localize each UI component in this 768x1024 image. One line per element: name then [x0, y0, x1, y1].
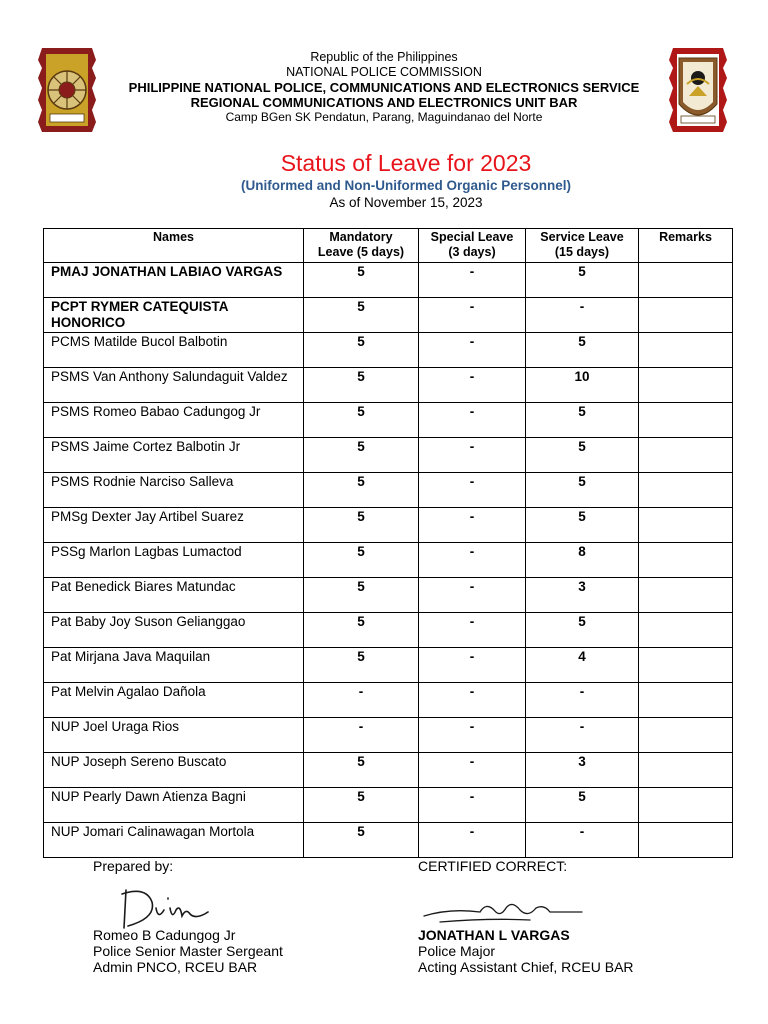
service-leave-value: 3: [526, 753, 639, 788]
remarks-value: [639, 753, 733, 788]
special-leave-value: -: [419, 788, 526, 823]
table-row: [44, 613, 733, 648]
personnel-name: PSSg Marlon Lagbas Lumactod: [44, 543, 304, 578]
special-leave-value: -: [419, 543, 526, 578]
mandatory-leave-value: 5: [304, 578, 419, 613]
prepared-by-rank: Police Senior Master Sergeant: [93, 943, 283, 959]
table-row: [44, 823, 733, 858]
table-row: [44, 508, 733, 543]
mandatory-leave-value: 5: [304, 403, 419, 438]
personnel-name: PSMS Rodnie Narciso Salleva: [44, 473, 304, 508]
personnel-name: NUP Pearly Dawn Atienza Bagni: [44, 788, 304, 823]
remarks-value: [639, 403, 733, 438]
remarks-value: [639, 718, 733, 753]
service-leave-value: 10: [526, 368, 639, 403]
service-leave-value: 5: [526, 403, 639, 438]
service-leave-value: -: [526, 683, 639, 718]
personnel-name: NUP Joseph Sereno Buscato: [44, 753, 304, 788]
table-row: [44, 788, 733, 823]
remarks-value: [639, 823, 733, 858]
personnel-name: PCPT RYMER CATEQUISTA HONORICO: [44, 298, 304, 333]
service-leave-value: -: [526, 298, 639, 333]
special-leave-value: -: [419, 508, 526, 543]
header-special-leave: Special Leave (3 days): [419, 229, 526, 263]
mandatory-leave-value: -: [304, 718, 419, 753]
header-names: Names: [44, 229, 304, 263]
remarks-value: [639, 333, 733, 368]
special-leave-value: -: [419, 473, 526, 508]
mandatory-leave-value: -: [304, 683, 419, 718]
table-row: [44, 438, 733, 473]
remarks-value: [639, 648, 733, 683]
certified-block: [418, 927, 634, 975]
remarks-value: [639, 613, 733, 648]
special-leave-value: -: [419, 578, 526, 613]
remarks-value: [639, 543, 733, 578]
mandatory-leave-value: 5: [304, 543, 419, 578]
remarks-value: [639, 473, 733, 508]
remarks-value: [639, 263, 733, 298]
service-leave-value: 5: [526, 438, 639, 473]
certified-signature: [420, 894, 590, 928]
header-service-leave: Service Leave (15 days): [526, 229, 639, 263]
service-leave-value: 5: [526, 473, 639, 508]
mandatory-leave-value: 5: [304, 368, 419, 403]
table-row: [44, 648, 733, 683]
mandatory-leave-value: 5: [304, 508, 419, 543]
certified-name: JONATHAN L VARGAS: [418, 927, 570, 943]
service-leave-value: 5: [526, 263, 639, 298]
special-leave-value: -: [419, 438, 526, 473]
prepared-by-block: [93, 927, 283, 975]
header-remarks: Remarks: [639, 229, 733, 263]
mandatory-leave-value: 5: [304, 613, 419, 648]
special-leave-value: -: [419, 823, 526, 858]
special-leave-value: -: [419, 683, 526, 718]
personnel-name: Pat Baby Joy Suson Gelianggao: [44, 613, 304, 648]
as-of-date: As of November 15, 2023: [329, 195, 483, 210]
mandatory-leave-value: 5: [304, 473, 419, 508]
mandatory-leave-value: 5: [304, 788, 419, 823]
republic-line: Republic of the Philippines: [310, 50, 458, 64]
prepared-by-label: Prepared by:: [93, 858, 174, 874]
unit-line: REGIONAL COMMUNICATIONS AND ELECTRONICS UNIT BAR: [190, 95, 578, 110]
prepared-by-name: Romeo B Cadungog Jr: [93, 927, 236, 943]
table-row: [44, 333, 733, 368]
remarks-value: [639, 578, 733, 613]
table-header-row: [44, 229, 733, 263]
table-row: [44, 473, 733, 508]
remarks-value: [639, 298, 733, 333]
certified-rank: Police Major: [418, 943, 496, 959]
mandatory-leave-value: 5: [304, 263, 419, 298]
remarks-value: [639, 508, 733, 543]
personnel-name: NUP Jomari Calinawagan Mortola: [44, 823, 304, 858]
mandatory-leave-value: 5: [304, 823, 419, 858]
personnel-name: PMAJ JONATHAN LABIAO VARGAS: [44, 263, 304, 298]
table-row: [44, 683, 733, 718]
page-subtitle: (Uniformed and Non-Uniformed Organic Personnel): [240, 178, 572, 193]
personnel-name: Pat Mirjana Java Maquilan: [44, 648, 304, 683]
table-row: [44, 298, 733, 333]
remarks-value: [639, 368, 733, 403]
table-row: [44, 578, 733, 613]
table-row: [44, 368, 733, 403]
leave-status-table: [43, 228, 733, 858]
special-leave-value: -: [419, 753, 526, 788]
remarks-value: [639, 438, 733, 473]
mandatory-leave-value: 5: [304, 648, 419, 683]
address-line: Camp BGen SK Pendatun, Parang, Maguindanao del Norte: [225, 110, 543, 124]
service-leave-value: 4: [526, 648, 639, 683]
page-title: Status of Leave for 2023: [280, 150, 532, 176]
service-leave-value: -: [526, 823, 639, 858]
personnel-name: NUP Joel Uraga Rios: [44, 718, 304, 753]
mandatory-leave-value: 5: [304, 753, 419, 788]
mandatory-leave-value: 5: [304, 298, 419, 333]
mandatory-leave-value: 5: [304, 333, 419, 368]
table-row: [44, 403, 733, 438]
service-leave-value: 5: [526, 333, 639, 368]
personnel-name: PSMS Romeo Babao Cadungog Jr: [44, 403, 304, 438]
special-leave-value: -: [419, 648, 526, 683]
service-leave-value: -: [526, 718, 639, 753]
special-leave-value: -: [419, 263, 526, 298]
service-leave-value: 8: [526, 543, 639, 578]
mandatory-leave-value: 5: [304, 438, 419, 473]
service-leave-value: 5: [526, 613, 639, 648]
table-row: [44, 718, 733, 753]
personnel-name: PMSg Dexter Jay Artibel Suarez: [44, 508, 304, 543]
personnel-name: Pat Benedick Biares Matundac: [44, 578, 304, 613]
certified-correct-label: CERTIFIED CORRECT:: [418, 858, 568, 874]
special-leave-value: -: [419, 718, 526, 753]
personnel-name: Pat Melvin Agalao Dañola: [44, 683, 304, 718]
letterhead: [0, 50, 768, 125]
personnel-name: PCMS Matilde Bucol Balbotin: [44, 333, 304, 368]
remarks-value: [639, 683, 733, 718]
personnel-name: PSMS Jaime Cortez Balbotin Jr: [44, 438, 304, 473]
header-mandatory-leave: Mandatory Leave (5 days): [304, 229, 419, 263]
special-leave-value: -: [419, 298, 526, 333]
special-leave-value: -: [419, 613, 526, 648]
certified-position: Acting Assistant Chief, RCEU BAR: [418, 959, 634, 975]
prepared-by-position: Admin PNCO, RCEU BAR: [93, 959, 258, 975]
commission-line: NATIONAL POLICE COMMISSION: [286, 65, 482, 79]
personnel-name: PSMS Van Anthony Salundaguit Valdez: [44, 368, 304, 403]
table-row: [44, 263, 733, 298]
special-leave-value: -: [419, 368, 526, 403]
service-leave-value: 3: [526, 578, 639, 613]
service-leave-value: 5: [526, 788, 639, 823]
table-row: [44, 543, 733, 578]
special-leave-value: -: [419, 333, 526, 368]
service-leave-value: 5: [526, 508, 639, 543]
special-leave-value: -: [419, 403, 526, 438]
service-line: PHILIPPINE NATIONAL POLICE, COMMUNICATIONS AND ELECTRONICS SERVICE: [128, 80, 640, 95]
remarks-value: [639, 788, 733, 823]
table-row: [44, 753, 733, 788]
